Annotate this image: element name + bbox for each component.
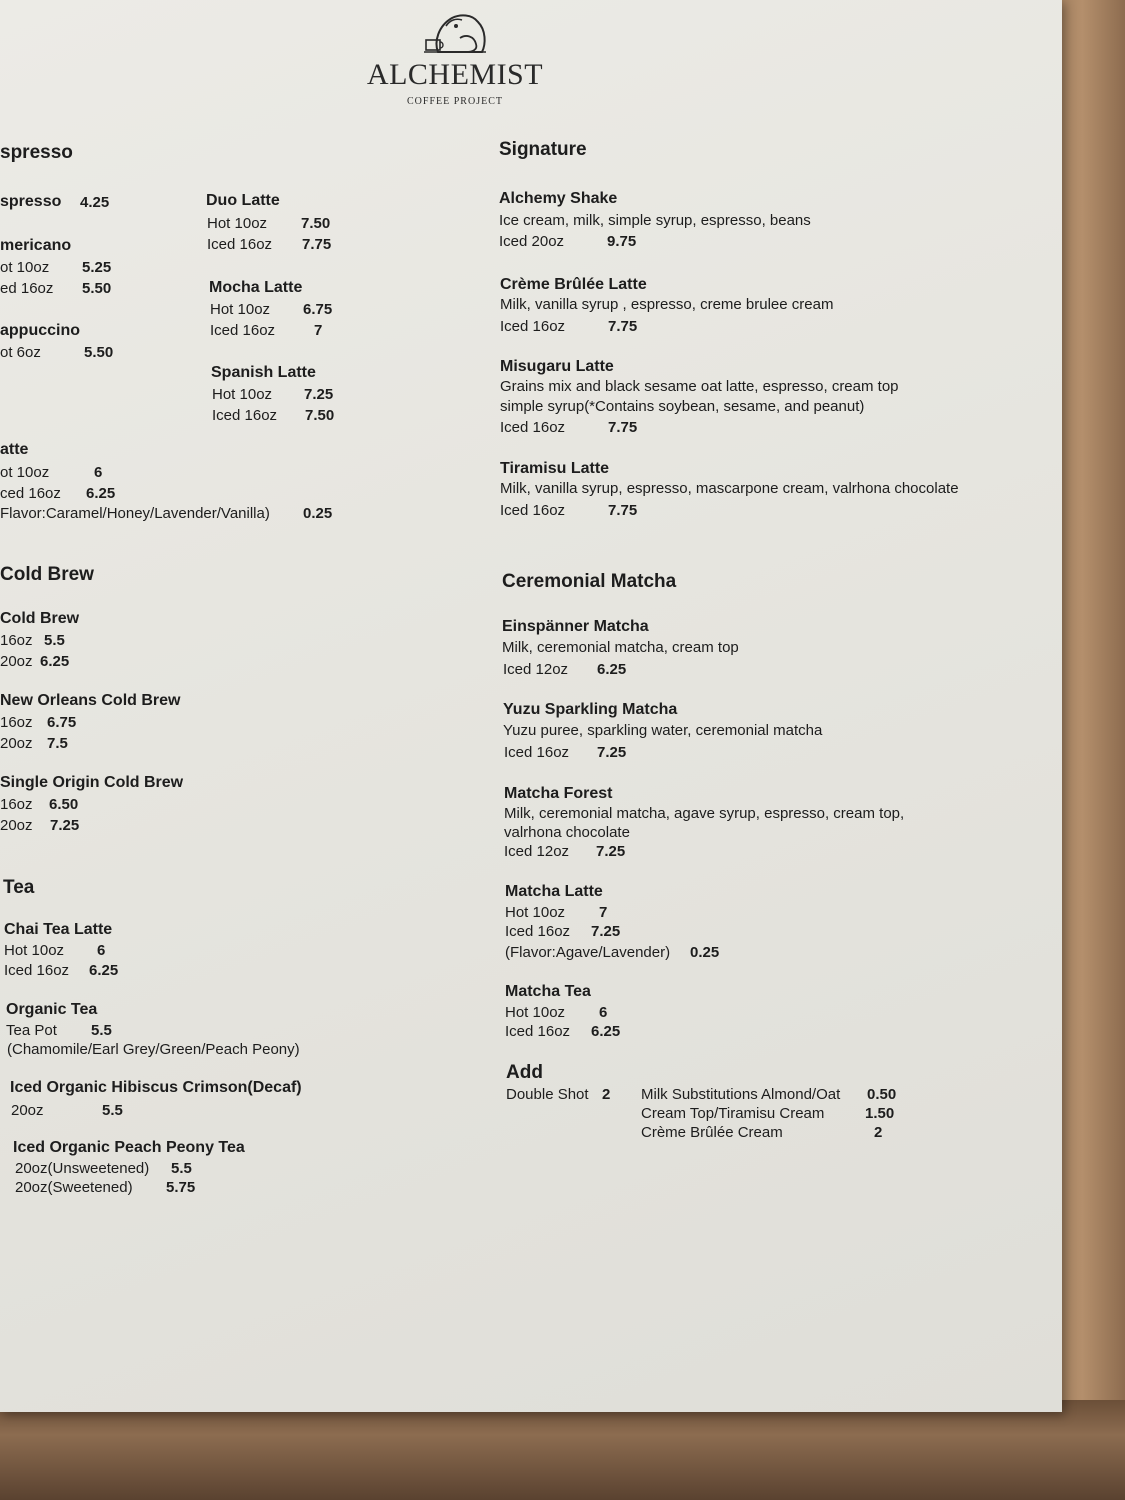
- organic-tea-size-1: Tea Pot: [6, 1022, 57, 1039]
- add-heading: Add: [506, 1062, 543, 1083]
- chai-size-1: Hot 10oz: [4, 942, 65, 959]
- add-cream-top-label: Cream Top/Tiramisu Cream: [641, 1105, 825, 1122]
- matcha-latte-size-1: Hot 10oz: [505, 904, 566, 921]
- matcha-latte-flavor-price: 0.25: [690, 944, 720, 961]
- chai-price-2: 6.25: [89, 962, 119, 979]
- yuzu-matcha-size-1: Iced 16oz: [504, 744, 570, 761]
- latte-flavor: Flavor:Caramel/Honey/Lavender/Vanilla): [0, 505, 270, 522]
- creme-brulee-latte-size-1: Iced 16oz: [500, 318, 566, 335]
- frog-logo-icon: [416, 4, 496, 60]
- matcha-tea-price-1: 6: [599, 1004, 608, 1021]
- alchemy-shake-size-1: Iced 20oz: [499, 233, 565, 250]
- peach-peony-price-2: 5.75: [166, 1179, 196, 1196]
- yuzu-matcha-name: Yuzu Sparkling Matcha: [503, 701, 678, 718]
- brand-subtitle: COFFEE PROJECT: [407, 96, 503, 107]
- organic-tea-note: (Chamomile/Earl Grey/Green/Peach Peony): [7, 1041, 300, 1058]
- matcha-latte-name: Matcha Latte: [505, 883, 603, 900]
- spanish-latte-size-1: Hot 10oz: [212, 386, 273, 403]
- add-milk-sub-price: 0.50: [867, 1086, 897, 1103]
- americano-price-2: 5.50: [82, 280, 112, 297]
- einspanner-matcha-size-1: Iced 12oz: [503, 661, 569, 678]
- latte-name: atte: [0, 441, 29, 458]
- peach-peony-name: Iced Organic Peach Peony Tea: [13, 1139, 245, 1156]
- hibiscus-name: Iced Organic Hibiscus Crimson(Decaf): [10, 1079, 302, 1096]
- organic-tea-price-1: 5.5: [91, 1022, 112, 1039]
- matcha-latte-size-2: Iced 16oz: [505, 923, 571, 940]
- americano-size-2: ed 16oz: [0, 280, 54, 297]
- mocha-latte-size-2: Iced 16oz: [210, 322, 276, 339]
- yuzu-matcha-price-1: 7.25: [597, 744, 627, 761]
- latte-price-2: 6.25: [86, 485, 116, 502]
- add-creme-brulee-label: Crème Brûlée Cream: [641, 1124, 783, 1141]
- matcha-forest-desc-1: Milk, ceremonial matcha, agave syrup, espresso, cream top,: [504, 805, 905, 822]
- chai-name: Chai Tea Latte: [4, 921, 113, 938]
- single-origin-price-2: 7.25: [50, 817, 80, 834]
- americano-price-1: 5.25: [82, 259, 112, 276]
- matcha-heading: Ceremonial Matcha: [502, 571, 677, 592]
- tiramisu-latte-name: Tiramisu Latte: [500, 460, 610, 477]
- add-milk-sub-label: Milk Substitutions Almond/Oat: [641, 1086, 841, 1103]
- cold-brew-heading: Cold Brew: [0, 564, 94, 585]
- einspanner-matcha-price-1: 6.25: [597, 661, 627, 678]
- add-double-shot-price: 2: [602, 1086, 611, 1103]
- brand-name: ALCHEMIST: [366, 58, 544, 91]
- matcha-forest-desc-2: valrhona chocolate: [504, 824, 630, 841]
- add-cream-top-price: 1.50: [865, 1105, 895, 1122]
- matcha-forest-price-1: 7.25: [596, 843, 626, 860]
- new-orleans-size-2: 20oz: [0, 735, 33, 752]
- mocha-latte-size-1: Hot 10oz: [210, 301, 271, 318]
- misugaru-latte-size-1: Iced 16oz: [500, 419, 566, 436]
- misugaru-latte-desc-1: Grains mix and black sesame oat latte, espresso, cream top: [500, 378, 899, 395]
- americano-name: mericano: [0, 237, 72, 254]
- yuzu-matcha-desc: Yuzu puree, sparkling water, ceremonial matcha: [503, 722, 823, 739]
- duo-latte-price-1: 7.50: [301, 215, 331, 232]
- peach-peony-size-2: 20oz(Sweetened): [15, 1179, 133, 1196]
- cold-brew-name: Cold Brew: [0, 610, 80, 627]
- creme-brulee-latte-price-1: 7.75: [608, 318, 638, 335]
- organic-tea-name: Organic Tea: [6, 1001, 98, 1018]
- creme-brulee-latte-desc: Milk, vanilla syrup , espresso, creme brulee cream: [500, 296, 834, 313]
- matcha-latte-price-1: 7: [599, 904, 608, 921]
- hibiscus-price-1: 5.5: [102, 1102, 123, 1119]
- alchemy-shake-name: Alchemy Shake: [499, 190, 618, 207]
- cold-brew-size-2: 20oz: [0, 653, 33, 670]
- add-creme-brulee-price: 2: [874, 1124, 883, 1141]
- mocha-latte-price-2: 7: [314, 322, 323, 339]
- spanish-latte-price-1: 7.25: [304, 386, 334, 403]
- cappuccino-name: appuccino: [0, 322, 81, 339]
- americano-size-1: ot 10oz: [0, 259, 50, 276]
- matcha-forest-size-1: Iced 12oz: [504, 843, 570, 860]
- creme-brulee-latte-name: Crème Brûlée Latte: [500, 276, 647, 293]
- new-orleans-price-1: 6.75: [47, 714, 77, 731]
- tiramisu-latte-price-1: 7.75: [608, 502, 638, 519]
- espresso-price: 4.25: [80, 194, 110, 211]
- wood-table-bottom: [0, 1400, 1125, 1500]
- espresso-heading: spresso: [0, 142, 73, 163]
- mocha-latte-name: Mocha Latte: [209, 279, 303, 296]
- duo-latte-price-2: 7.75: [302, 236, 332, 253]
- alchemy-shake-price-1: 9.75: [607, 233, 637, 250]
- signature-heading: Signature: [499, 139, 587, 160]
- latte-size-1: ot 10oz: [0, 464, 50, 481]
- spanish-latte-name: Spanish Latte: [211, 364, 316, 381]
- new-orleans-size-1: 16oz: [0, 714, 33, 731]
- espresso-name: spresso: [0, 193, 62, 210]
- latte-flavor-price: 0.25: [303, 505, 333, 522]
- single-origin-name: Single Origin Cold Brew: [0, 774, 184, 791]
- cold-brew-price-1: 5.5: [44, 632, 65, 649]
- latte-size-2: ced 16oz: [0, 485, 61, 502]
- new-orleans-name: New Orleans Cold Brew: [0, 692, 181, 709]
- misugaru-latte-name: Misugaru Latte: [500, 358, 614, 375]
- matcha-tea-price-2: 6.25: [591, 1023, 621, 1040]
- add-double-shot-label: Double Shot: [506, 1086, 589, 1103]
- cappuccino-price-1: 5.50: [84, 344, 114, 361]
- matcha-latte-flavor: (Flavor:Agave/Lavender): [505, 944, 671, 961]
- matcha-tea-size-2: Iced 16oz: [505, 1023, 571, 1040]
- hibiscus-size-1: 20oz: [11, 1102, 44, 1119]
- matcha-tea-name: Matcha Tea: [505, 983, 591, 1000]
- peach-peony-price-1: 5.5: [171, 1160, 192, 1177]
- matcha-latte-price-2: 7.25: [591, 923, 621, 940]
- einspanner-matcha-desc: Milk, ceremonial matcha, cream top: [502, 639, 739, 656]
- duo-latte-size-2: Iced 16oz: [207, 236, 273, 253]
- misugaru-latte-desc-2: simple syrup(*Contains soybean, sesame, and peanut): [500, 398, 865, 415]
- tea-heading: Tea: [3, 877, 35, 898]
- duo-latte-size-1: Hot 10oz: [207, 215, 268, 232]
- chai-price-1: 6: [97, 942, 106, 959]
- cold-brew-price-2: 6.25: [40, 653, 70, 670]
- latte-price-1: 6: [94, 464, 103, 481]
- spanish-latte-size-2: Iced 16oz: [212, 407, 278, 424]
- single-origin-price-1: 6.50: [49, 796, 79, 813]
- cold-brew-size-1: 16oz: [0, 632, 33, 649]
- misugaru-latte-price-1: 7.75: [608, 419, 638, 436]
- duo-latte-name: Duo Latte: [206, 192, 280, 209]
- alchemy-shake-desc: Ice cream, milk, simple syrup, espresso, beans: [499, 212, 811, 229]
- mocha-latte-price-1: 6.75: [303, 301, 333, 318]
- spanish-latte-price-2: 7.50: [305, 407, 335, 424]
- new-orleans-price-2: 7.5: [47, 735, 68, 752]
- matcha-forest-name: Matcha Forest: [504, 785, 613, 802]
- tiramisu-latte-size-1: Iced 16oz: [500, 502, 566, 519]
- cappuccino-size-1: ot 6oz: [0, 344, 41, 361]
- matcha-tea-size-1: Hot 10oz: [505, 1004, 566, 1021]
- chai-size-2: Iced 16oz: [4, 962, 70, 979]
- einspanner-matcha-name: Einspänner Matcha: [502, 618, 649, 635]
- single-origin-size-2: 20oz: [0, 817, 33, 834]
- peach-peony-size-1: 20oz(Unsweetened): [15, 1160, 150, 1177]
- tiramisu-latte-desc: Milk, vanilla syrup, espresso, mascarpone cream, valrhona chocolate: [500, 480, 959, 497]
- single-origin-size-1: 16oz: [0, 796, 33, 813]
